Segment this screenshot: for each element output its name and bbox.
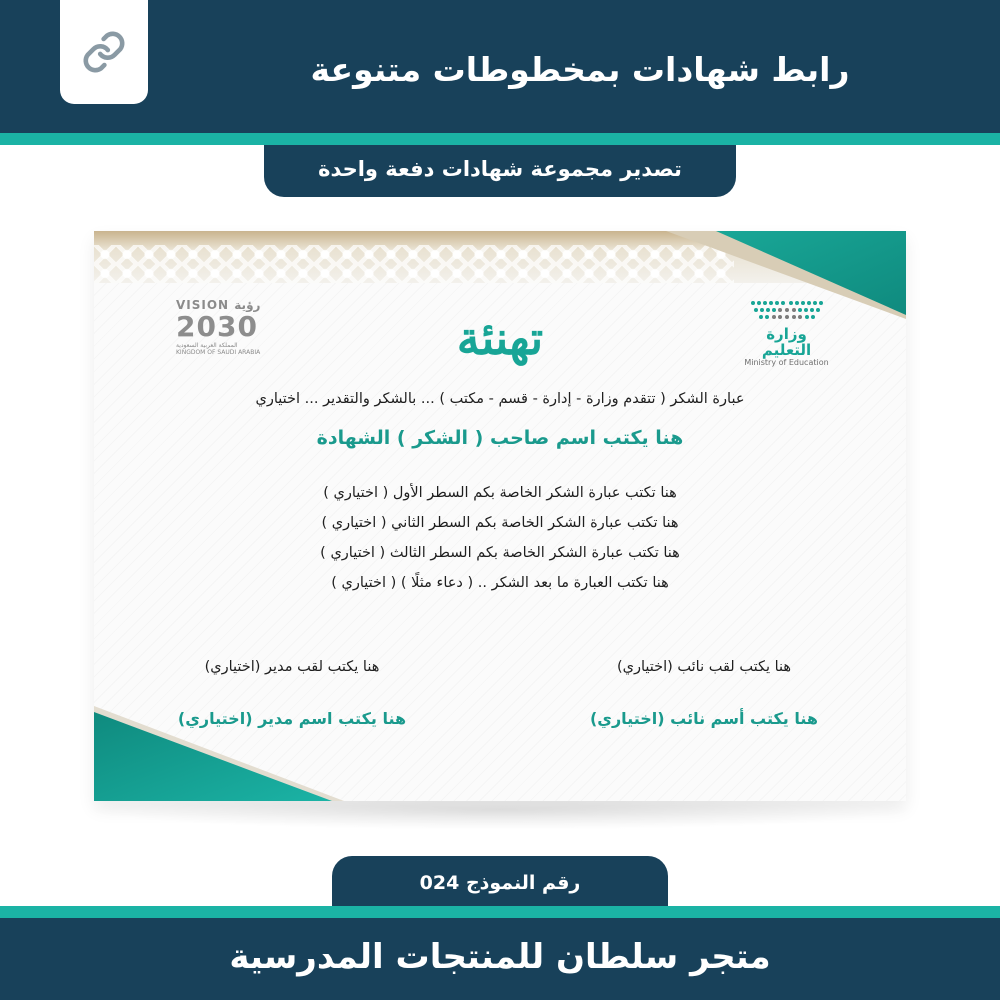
thanks-line: عبارة الشكر ( تتقدم وزارة - إدارة - قسم - مكتب ) ... بالشكر والتقدير ... اختياري <box>255 391 745 407</box>
body-line: هنا تكتب عبارة الشكر الخاصة بكم السطر الأول ( اختياري ) <box>323 485 677 501</box>
vision-logo-kingdom-ar: المملكة العربية السعودية <box>176 342 238 349</box>
model-number-badge: رقم النموذج 024 <box>332 856 668 908</box>
subtitle-pill: تصدير مجموعة شهادات دفعة واحدة <box>264 145 736 197</box>
ministry-logo-arabic: وزارة التعليم <box>761 325 812 359</box>
body-line: هنا تكتب عبارة الشكر الخاصة بكم السطر الثالث ( اختياري ) <box>320 545 680 561</box>
store-name: متجر سلطان للمنتجات المدرسية <box>229 937 771 977</box>
vision-logo-kingdom-en: KINGDOM OF SAUDI ARABIA <box>176 349 261 356</box>
deputy-title: هنا يكتب لقب نائب (اختياري) <box>616 659 792 675</box>
director-name: هنا يكتب اسم مدير (اختياري) <box>177 709 407 728</box>
recipient-name: هنا يكتب اسم صاحب ( الشكر ) الشهادة <box>316 427 684 449</box>
body-line: هنا تكتب عبارة الشكر الخاصة بكم السطر الثاني ( اختياري ) <box>321 515 679 531</box>
header-title: رابط شهادات بمخطوطات متنوعة <box>310 50 850 89</box>
certificate-title: تهنئة <box>456 311 544 365</box>
footer-stripe <box>0 906 1000 918</box>
body-line: هنا تكتب العبارة ما بعد الشكر .. ( دعاء مثلًا ) ( اختياري ) <box>331 575 669 591</box>
link-button[interactable] <box>60 0 148 104</box>
header-stripe <box>0 133 1000 145</box>
vision-logo-year: 2030 <box>176 310 258 343</box>
certificate-preview[interactable] <box>94 231 906 801</box>
director-title: هنا يكتب لقب مدير (اختياري) <box>204 659 380 675</box>
ministry-logo-english: Ministry of Education <box>744 358 829 367</box>
vision-2030-logo <box>176 298 276 366</box>
ministry-logo <box>739 298 834 366</box>
link-icon <box>81 29 127 75</box>
vision-logo-label: VISION رؤية <box>176 298 261 312</box>
ministry-dots-icon <box>747 298 827 324</box>
deputy-name: هنا يكتب أسم نائب (اختياري) <box>589 709 818 728</box>
